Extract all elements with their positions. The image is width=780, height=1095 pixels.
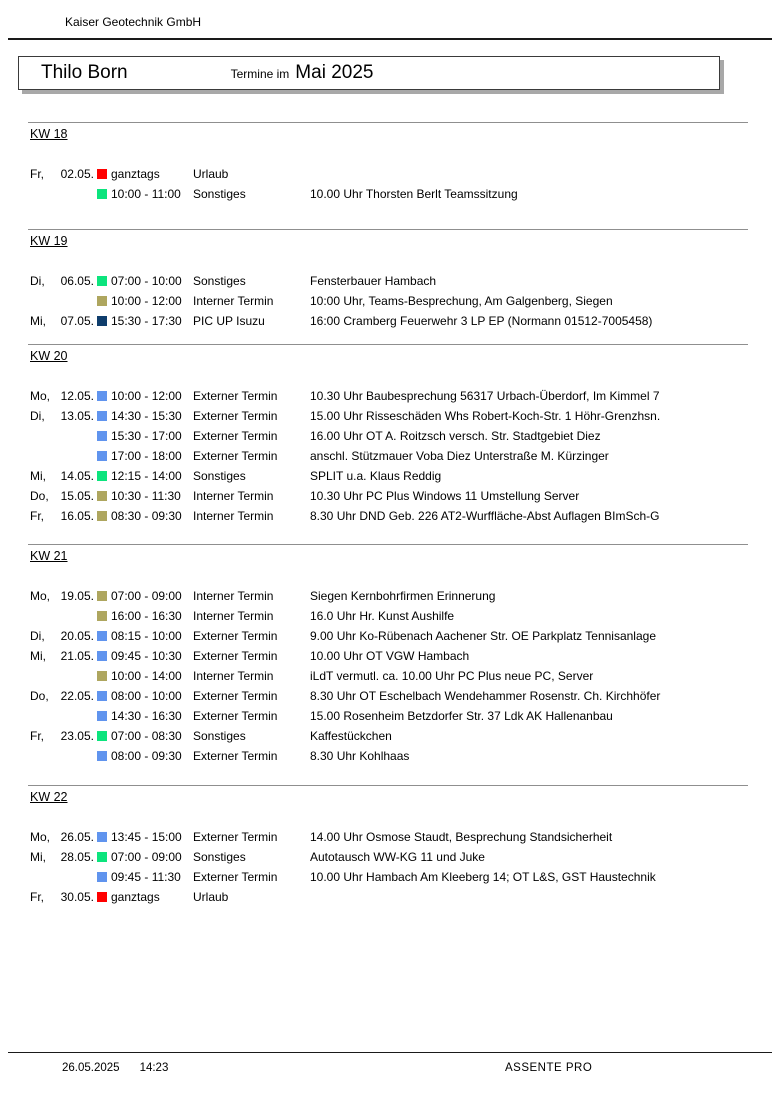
week-rows — [28, 271, 748, 331]
day-date-label — [28, 489, 94, 503]
appointment-description: 8.30 Uhr DND Geb. 226 AT2-Wurffläche-Abst Auflagen BImSch-G — [310, 509, 660, 523]
appointment-row — [28, 311, 748, 331]
category-label: Sonstiges — [193, 850, 246, 864]
appointment-row — [28, 726, 748, 746]
day-date-label — [28, 167, 94, 181]
day-date-label — [28, 689, 94, 703]
header-rule — [8, 38, 772, 40]
category-label: Sonstiges — [193, 469, 246, 483]
day-date-label — [28, 274, 94, 288]
week-section — [28, 344, 748, 526]
category-label: Interner Termin — [193, 589, 274, 603]
weekday-label: Fr, — [30, 729, 44, 743]
appointment-description: 16.00 Uhr OT A. Roitzsch versch. Str. Stadtgebiet Diez — [310, 429, 601, 443]
time-range-label: 08:30 - 09:30 — [111, 509, 182, 523]
footer-rule — [8, 1052, 772, 1053]
appointment-description: Autotausch WW-KG 11 und Juke — [310, 850, 485, 864]
category-color-icon — [97, 451, 107, 461]
day-date-label — [28, 649, 94, 663]
appointment-row — [28, 426, 748, 446]
app-name: ASSENTE PRO — [505, 1062, 593, 1074]
appointment-description: Kaffestückchen — [310, 729, 392, 743]
appointment-row — [28, 827, 748, 847]
category-color-icon — [97, 631, 107, 641]
weekday-label: Di, — [30, 629, 45, 643]
time-range-label: 08:00 - 09:30 — [111, 749, 182, 763]
print-date: 26.05.2025 — [62, 1062, 120, 1074]
appointment-row — [28, 486, 748, 506]
week-label: KW 18 — [30, 127, 68, 141]
week-rule — [28, 544, 748, 545]
category-color-icon — [97, 731, 107, 741]
date-label: 12.05. — [60, 389, 94, 403]
time-range-label: 12:15 - 14:00 — [111, 469, 182, 483]
category-label: Externer Termin — [193, 830, 278, 844]
category-color-icon — [97, 611, 107, 621]
category-label: Sonstiges — [193, 274, 246, 288]
category-color-icon — [97, 169, 107, 179]
day-date-label — [28, 389, 94, 403]
category-label: Externer Termin — [193, 409, 278, 423]
time-range-label: 07:00 - 10:00 — [111, 274, 182, 288]
appointment-description: 9.00 Uhr Ko-Rübenach Aachener Str. OE Parkplatz Tennisanlage — [310, 629, 656, 643]
time-range-label: 17:00 - 18:00 — [111, 449, 182, 463]
day-date-label — [28, 469, 94, 483]
date-label: 30.05. — [60, 890, 94, 904]
week-label: KW 19 — [30, 234, 68, 248]
weekday-label: Fr, — [30, 509, 44, 523]
category-color-icon — [97, 511, 107, 521]
appointment-row — [28, 847, 748, 867]
category-color-icon — [97, 491, 107, 501]
weekday-label: Mi, — [30, 469, 46, 483]
category-label: Externer Termin — [193, 629, 278, 643]
category-color-icon — [97, 471, 107, 481]
week-rows — [28, 827, 748, 907]
weekday-label: Mo, — [30, 830, 51, 844]
category-label: Urlaub — [193, 167, 229, 181]
company-name: Kaiser Geotechnik GmbH — [65, 15, 202, 29]
appointment-row — [28, 646, 748, 666]
appointment-row — [28, 386, 748, 406]
appointment-row — [28, 271, 748, 291]
weekday-label: Mo, — [30, 589, 51, 603]
category-color-icon — [97, 832, 107, 842]
category-label: Externer Termin — [193, 649, 278, 663]
date-label: 07.05. — [60, 314, 94, 328]
date-label: 19.05. — [60, 589, 94, 603]
category-color-icon — [97, 892, 107, 902]
category-label: Interner Termin — [193, 294, 274, 308]
time-range-label: 10:00 - 12:00 — [111, 294, 182, 308]
time-range-label: 07:00 - 09:00 — [111, 850, 182, 864]
day-date-label — [28, 314, 94, 328]
weekday-label: Di, — [30, 409, 45, 423]
appointment-row — [28, 867, 748, 887]
appointment-row — [28, 626, 748, 646]
appointment-row — [28, 746, 748, 766]
date-label: 16.05. — [60, 509, 94, 523]
date-label: 23.05. — [60, 729, 94, 743]
day-date-label — [28, 830, 94, 844]
appointment-row — [28, 586, 748, 606]
appointment-description: 10:00 Uhr, Teams-Besprechung, Am Galgenberg, Siegen — [310, 294, 613, 308]
appointment-row — [28, 887, 748, 907]
time-range-label: 07:00 - 09:00 — [111, 589, 182, 603]
person-name: Thilo Born — [41, 62, 128, 83]
time-range-label: 08:15 - 10:00 — [111, 629, 182, 643]
appointment-description: 16:00 Cramberg Feuerwehr 3 LP EP (Normann 01512-7005458) — [310, 314, 653, 328]
time-range-label: 14:30 - 16:30 — [111, 709, 182, 723]
time-range-label: 13:45 - 15:00 — [111, 830, 182, 844]
time-range-label: ganztags — [111, 890, 160, 904]
appointment-row — [28, 184, 748, 204]
date-label: 26.05. — [60, 830, 94, 844]
appointment-row — [28, 666, 748, 686]
category-color-icon — [97, 872, 107, 882]
category-color-icon — [97, 316, 107, 326]
print-time: 14:23 — [139, 1062, 169, 1074]
week-rule — [28, 122, 748, 123]
appointment-description: 10.30 Uhr Baubesprechung 56317 Urbach-Überdorf, Im Kimmel 7 — [310, 389, 660, 403]
appointment-row — [28, 164, 748, 184]
appointment-description: 8.30 Uhr Kohlhaas — [310, 749, 410, 763]
appointment-description: 8.30 Uhr OT Eschelbach Wendehammer Rosenstr. Ch. Kirchhöfer — [310, 689, 661, 703]
category-label: Interner Termin — [193, 509, 274, 523]
date-label: 28.05. — [60, 850, 94, 864]
category-label: Externer Termin — [193, 709, 278, 723]
day-date-label — [28, 890, 94, 904]
week-rule — [28, 344, 748, 345]
week-rows — [28, 386, 748, 526]
appointment-row — [28, 686, 748, 706]
weekday-label: Di, — [30, 274, 45, 288]
appointment-description: 16.0 Uhr Hr. Kunst Aushilfe — [310, 609, 455, 623]
category-color-icon — [97, 651, 107, 661]
category-color-icon — [97, 411, 107, 421]
week-label: KW 20 — [30, 349, 68, 363]
week-section — [28, 229, 748, 331]
day-date-label — [28, 729, 94, 743]
category-label: PIC UP Isuzu — [193, 314, 265, 328]
date-label: 20.05. — [60, 629, 94, 643]
time-range-label: 14:30 - 15:30 — [111, 409, 182, 423]
category-color-icon — [97, 671, 107, 681]
appointment-description: SPLIT u.a. Klaus Reddig — [310, 469, 442, 483]
day-date-label — [28, 629, 94, 643]
time-range-label: 07:00 - 08:30 — [111, 729, 182, 743]
day-date-label — [28, 409, 94, 423]
date-label: 02.05. — [60, 167, 94, 181]
category-color-icon — [97, 391, 107, 401]
time-range-label: 15:30 - 17:30 — [111, 314, 182, 328]
week-rule — [28, 785, 748, 786]
time-range-label: ganztags — [111, 167, 160, 181]
appointment-row — [28, 291, 748, 311]
title-month: Mai 2025 — [295, 62, 374, 83]
category-color-icon — [97, 431, 107, 441]
appointment-description: 15.00 Uhr Risseschäden Whs Robert-Koch-Str. 1 Höhr-Grenzhsn. — [310, 409, 661, 423]
appointment-row — [28, 406, 748, 426]
category-color-icon — [97, 296, 107, 306]
week-section — [28, 544, 748, 766]
weekday-label: Mo, — [30, 389, 51, 403]
time-range-label: 16:00 - 16:30 — [111, 609, 182, 623]
weekday-label: Mi, — [30, 314, 46, 328]
appointment-row — [28, 466, 748, 486]
time-range-label: 10:00 - 14:00 — [111, 669, 182, 683]
category-label: Sonstiges — [193, 729, 246, 743]
week-label: KW 21 — [30, 549, 68, 563]
category-color-icon — [97, 751, 107, 761]
category-label: Sonstiges — [193, 187, 246, 201]
category-color-icon — [97, 691, 107, 701]
category-label: Externer Termin — [193, 689, 278, 703]
title-box — [18, 56, 720, 90]
weekday-label: Fr, — [30, 890, 44, 904]
category-color-icon — [97, 189, 107, 199]
weekday-label: Mi, — [30, 649, 46, 663]
category-color-icon — [97, 711, 107, 721]
appointment-description: 15.00 Rosenheim Betzdorfer Str. 37 Ldk AK Hallenanbau — [310, 709, 613, 723]
time-range-label: 15:30 - 17:00 — [111, 429, 182, 443]
week-rule — [28, 229, 748, 230]
time-range-label: 09:45 - 10:30 — [111, 649, 182, 663]
category-color-icon — [97, 852, 107, 862]
appointment-row — [28, 506, 748, 526]
category-label: Externer Termin — [193, 870, 278, 884]
appointment-description: 10.30 Uhr PC Plus Windows 11 Umstellung Server — [310, 489, 580, 503]
appointment-description: iLdT vermutl. ca. 10.00 Uhr PC Plus neue PC, Server — [310, 669, 594, 683]
weekday-label: Mi, — [30, 850, 46, 864]
category-label: Externer Termin — [193, 449, 278, 463]
category-label: Externer Termin — [193, 429, 278, 443]
title-subtitle: Termine im — [230, 67, 290, 81]
week-rows — [28, 164, 748, 204]
date-label: 15.05. — [60, 489, 94, 503]
category-label: Interner Termin — [193, 609, 274, 623]
date-label: 13.05. — [60, 409, 94, 423]
category-label: Externer Termin — [193, 389, 278, 403]
date-label: 21.05. — [60, 649, 94, 663]
time-range-label: 10:30 - 11:30 — [111, 489, 181, 503]
week-rows — [28, 586, 748, 766]
week-section — [28, 122, 748, 204]
appointment-row — [28, 606, 748, 626]
category-label: Urlaub — [193, 890, 229, 904]
appointment-description: Siegen Kernbohrfirmen Erinnerung — [310, 589, 496, 603]
category-label: Interner Termin — [193, 489, 274, 503]
day-date-label — [28, 509, 94, 523]
appointment-description: 10.00 Uhr Hambach Am Kleeberg 14; OT L&S, GST Haustechnik — [310, 870, 656, 884]
category-label: Interner Termin — [193, 669, 274, 683]
appointment-description: 10.00 Uhr OT VGW Hambach — [310, 649, 470, 663]
week-section — [28, 785, 748, 907]
appointment-row — [28, 446, 748, 466]
time-range-label: 10:00 - 11:00 — [111, 187, 181, 201]
appointment-description: Fensterbauer Hambach — [310, 274, 437, 288]
time-range-label: 09:45 - 11:30 — [111, 870, 181, 884]
appointment-description: 14.00 Uhr Osmose Staudt, Besprechung Standsicherheit — [310, 830, 613, 844]
day-date-label — [28, 589, 94, 603]
category-label: Externer Termin — [193, 749, 278, 763]
week-label: KW 22 — [30, 790, 68, 804]
appointment-description: anschl. Stützmauer Voba Diez Unterstraße M. Kürzinger — [310, 449, 609, 463]
page-footer — [0, 1061, 780, 1075]
time-range-label: 08:00 - 10:00 — [111, 689, 182, 703]
day-date-label — [28, 850, 94, 864]
appointment-row — [28, 706, 748, 726]
category-color-icon — [97, 591, 107, 601]
weekday-label: Fr, — [30, 167, 44, 181]
weekday-label: Do, — [30, 689, 49, 703]
date-label: 22.05. — [60, 689, 94, 703]
weekday-label: Do, — [30, 489, 49, 503]
date-label: 06.05. — [60, 274, 94, 288]
date-label: 14.05. — [60, 469, 94, 483]
category-color-icon — [97, 276, 107, 286]
appointment-description: 10.00 Uhr Thorsten Berlt Teamssitzung — [310, 187, 518, 201]
time-range-label: 10:00 - 12:00 — [111, 389, 182, 403]
